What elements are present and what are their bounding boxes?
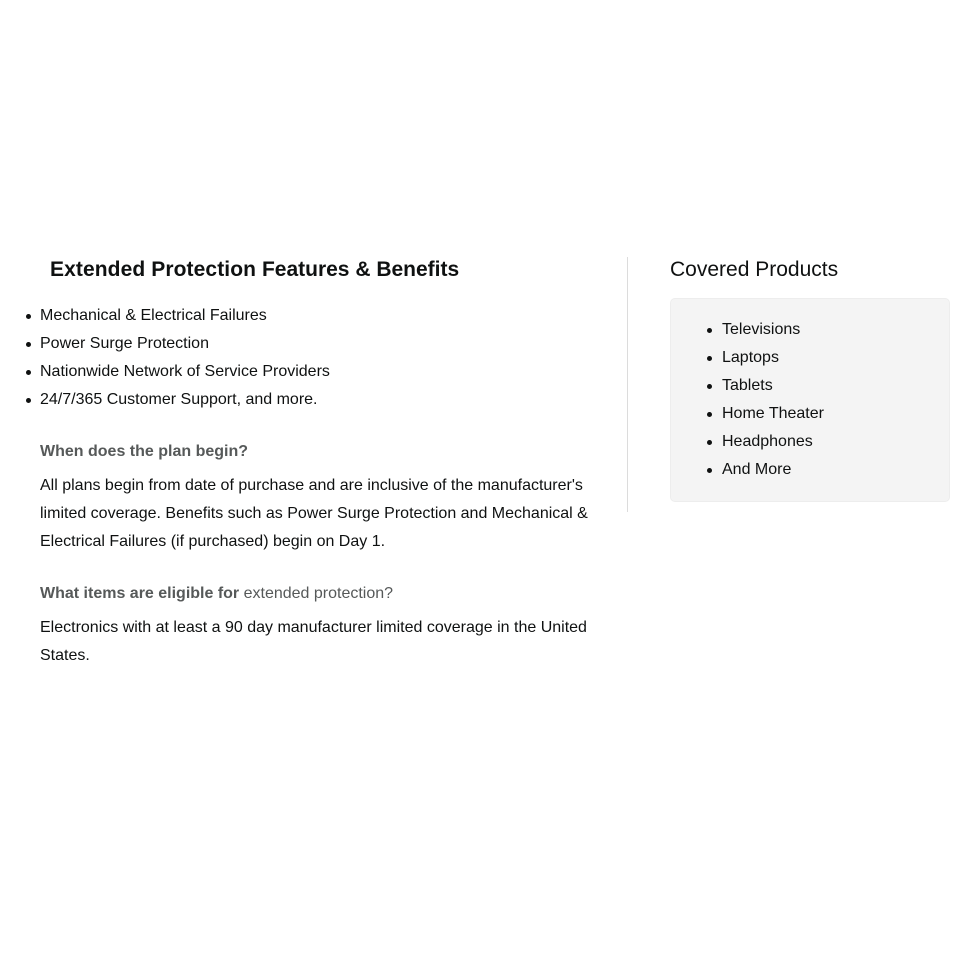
covered-products-panel (670, 298, 950, 502)
product-label: Televisions (722, 321, 801, 338)
product-label: Home Theater (722, 405, 824, 422)
product-label: And More (722, 461, 792, 478)
bullet-icon (26, 370, 31, 375)
product-item (707, 428, 937, 456)
benefit-item (24, 358, 612, 386)
faq-question (40, 582, 612, 606)
faq-question: When does the plan begin? (40, 443, 248, 460)
product-label: Laptops (722, 349, 779, 366)
benefit-item (24, 330, 612, 358)
benefit-label: 24/7/365 Customer Support, and more. (40, 391, 318, 408)
bullet-icon (26, 314, 31, 319)
features-benefits-section (24, 256, 612, 670)
bullet-icon (707, 384, 712, 389)
product-label: Headphones (722, 433, 813, 450)
heading-suffix: Features & Benefits (256, 258, 460, 281)
bullet-icon (707, 328, 712, 333)
bullet-icon (26, 398, 31, 403)
product-item (707, 316, 937, 344)
faq-question-light: extended protection? (239, 585, 394, 602)
vertical-divider (627, 257, 628, 512)
benefit-label: Power Surge Protection (40, 335, 209, 352)
bullet-icon (707, 412, 712, 417)
products-list (707, 316, 937, 484)
faq-answer: All plans begin from date of purchase and are inclusive of the manufacturer's limited coverage. Benefits such as Power Surge Protection and Mechanical & Electrical Failures (if purchased) begin on Day 1. (40, 477, 588, 550)
faq-answer: Electronics with at least a 90 day manufacturer limited coverage in the United States. (40, 619, 587, 664)
heading-plan-name: Extended Protection (50, 258, 257, 281)
benefit-item (24, 302, 612, 330)
bullet-icon (707, 356, 712, 361)
faq-entry-eligible-items (40, 582, 612, 670)
bullet-icon (707, 468, 712, 473)
covered-products-section (670, 256, 950, 502)
product-item (707, 400, 937, 428)
product-item (707, 372, 937, 400)
bullet-icon (707, 440, 712, 445)
covered-products-heading: Covered Products (670, 258, 839, 281)
bullet-icon (26, 342, 31, 347)
faq-question-strong: What items are eligible for (40, 585, 240, 602)
benefit-label: Nationwide Network of Service Providers (40, 363, 330, 380)
benefit-item (24, 386, 612, 414)
product-item (707, 456, 937, 484)
product-label: Tablets (722, 377, 773, 394)
features-benefits-heading (50, 256, 612, 284)
faq-entry-plan-begin (40, 440, 612, 556)
benefit-label: Mechanical & Electrical Failures (40, 307, 267, 324)
benefits-list (24, 302, 612, 414)
product-item (707, 344, 937, 372)
